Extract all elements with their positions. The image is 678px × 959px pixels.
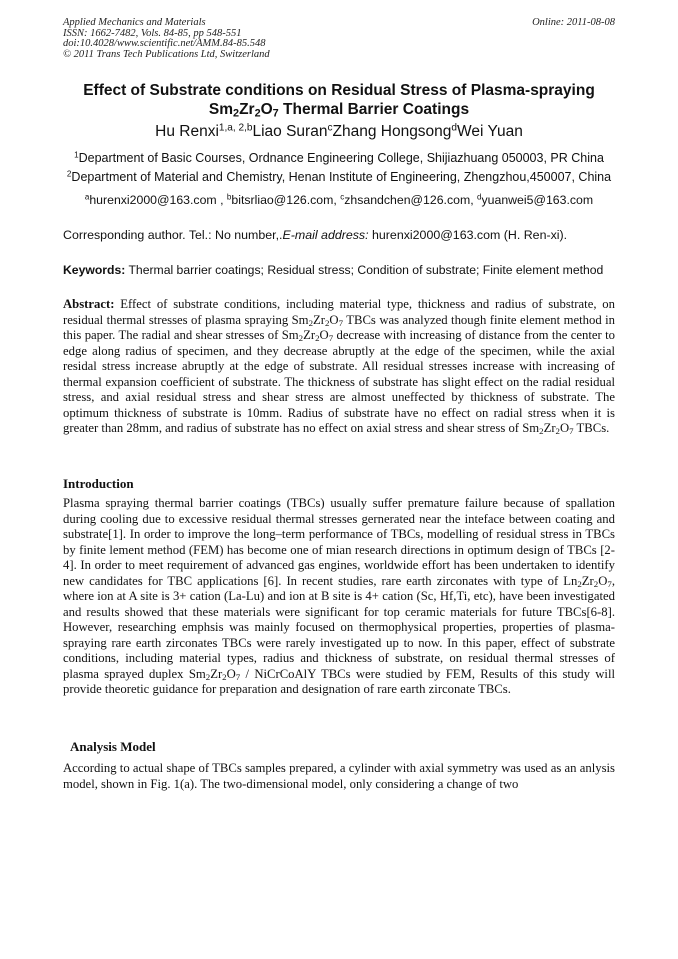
title-line-1: Effect of Substrate conditions on Residual Stress of Plasma-spraying (83, 82, 595, 99)
title-line-2: $Sm_2Zr_2O_7$ Thermal Barrier Coatings (208, 101, 470, 120)
affiliation-1: $^1$Department of Basic Courses, Ordnance Engineering College, Shijiazhuang 050003, PR China (74, 150, 604, 165)
author-name: Hu Renxi (155, 123, 219, 140)
journal-name: Applied Mechanics and Materials (63, 17, 206, 28)
author-marker: 1,a, 2,b (218, 122, 253, 134)
email-link[interactable]: bitsrliao@126.com, (231, 193, 341, 207)
author-list (40, 123, 638, 141)
online-date: Online: 2011-08-08 (532, 17, 615, 28)
journal-header (63, 18, 615, 60)
email-link[interactable]: yuanwei5@163.com (481, 193, 594, 207)
doi-line[interactable]: doi:10.4028/www.scientific.net/AMM.84-85.548 (63, 38, 266, 49)
copyright-line: © 2011 Trans Tech Publications Ltd, Switzerland (63, 48, 270, 60)
author-name: Wei Yuan (457, 123, 523, 140)
author-name: Zhang Hongsong (332, 123, 452, 140)
section-heading-introduction: Introduction (63, 476, 134, 491)
author-marker: d (451, 122, 458, 134)
author-emails: $^a$hurenxi2000@163.com , $^b$bitsrliao@126.com, $^c$zhsandchen@126.com, $^d$yuanwei5@163.com (84, 192, 594, 207)
keywords (63, 263, 638, 277)
email-link[interactable]: hurenxi2000@163.com , (89, 193, 227, 207)
abstract-label: Abstract: (63, 297, 115, 311)
introduction-paragraph: Plasma spraying thermal barrier coatings (TBCs) usually suffer premature failure because of spallation during cooling due to excessive residual thermal stresses gernerated near the inteface between coating and substrate[1]. In order to improve the long–term performance of TBCs, modelling of residual stress in TBCs by finite lement method (FEM) has become one of mian research directions in optimum design of TBCs [2-4]. In order to meet requirement of advanced gas engines, worldwide effort has been undertaken to identify new candidates for TBC applications [6]. In recent studies, rare earth zirconates with type of $Ln_2Zr_2O_7$, where ion at A site is 3+ cation (La-Lu) and ion at B site is 4+ cation (Sc, Hf,Ti, etc), have been investigated and results showed that these materials were significant for top ceramic materials for future TBCs[6-8]. However, researching emphsis was mainly focused on thermophysical properties, properties of plasma-spraying rare earth zirconates TBCs were rarely investigated up to now. In this paper, effect of substrate conditions, including material types, radius and thickness of substrate, on residual thermal stresses of plasma sprayed duplex $Sm_2Zr_2O_7$ / NiCrCoAlY TBCs were studied by FEM, Results of this study will provide theoretic guidance for preparation and designation of rare earth zirconate TBCs. (63, 496, 615, 696)
keywords-text: Thermal barrier coatings; Residual stress; Condition of substrate; Finite element method (125, 263, 604, 277)
affiliation-2: $^2$Department of Material and Chemistry, Henan Institute of Engineering, Zhengzhou,450007, China (66, 169, 612, 184)
analysis-model-paragraph: According to actual shape of TBCs samples prepared, a cylinder with axial symmetry was used as an anlysis model, shown in Fig. 1(a). The two-dimensional model, only considering a change of two (63, 761, 615, 791)
author-name: Liao Suran (252, 123, 328, 140)
keywords-label: Keywords: (63, 263, 126, 277)
email-link[interactable]: zhsandchen@126.com, (344, 193, 478, 207)
issn-line: ISSN: 1662-7482, Vols. 84-85, pp 548-551 (63, 27, 242, 39)
section-heading-analysis-model: Analysis Model (70, 739, 156, 754)
paper-title (40, 81, 638, 119)
author-marker: c (327, 122, 333, 134)
corresponding-author: Corresponding author. Tel.: No number,.E-mail address: hurenxi2000@163.com (H. Ren-xi). (63, 228, 568, 242)
abstract: Abstract: Effect of substrate conditions, including material type, thickness and radius of substrate, on residual thermal stresses of plasma spraying $Sm_2Zr_2O_7$ TBCs was analyzed though finite element method in this paper. The radial and shear stresses of $Sm_2Zr_2O_7$ decrease with increasing of distance from the center to edge along radius of specimen, and they decrease abruptly at the edge of the specimen, while the axial residal stress increase abruptly at the edge of substrate. All residual stresses increase with increasing of thermal expansion coefficient of substrate. The thickness of substrate has slight effect on the radial residual stress, and axial residual stress and shear stress are almost uneffected by thickness of substrate. The optimum thickness of substrate is 10mm. Radius of substrate have no effect on radial stress when it is greater than 28mm, and radius of substrate has no effect on axial stress and shear stress of $Sm_2Zr_2O_7$ TBCs. (63, 297, 615, 437)
